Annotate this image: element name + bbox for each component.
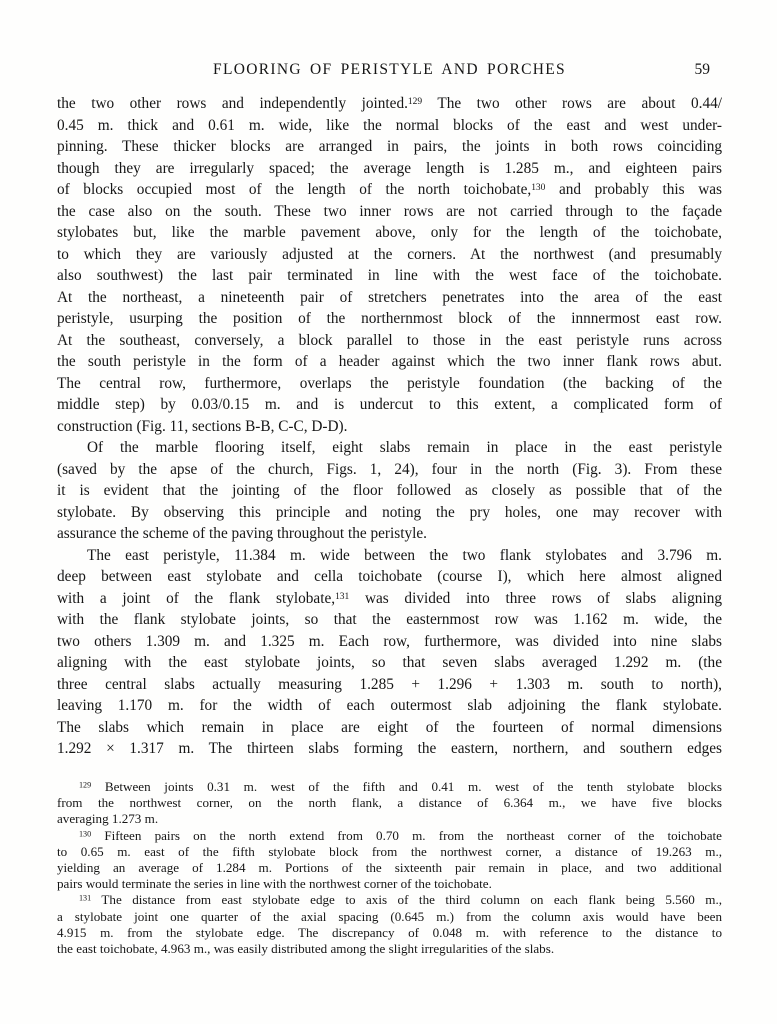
text-line: the case also on the south. These two inner rows are not carried through to the façade [57,202,722,220]
footnote-marker: 129 [79,780,92,790]
text-line: middle step) by 0.03/0.15 m. and is undercut to this extent, a complicated form of [57,396,722,413]
text-line: stylobate. By observing this principle and noting the pry holes, one may recover with [57,503,722,521]
text-line: two others 1.309 m. and 1.325 m. Each row, furthermore, was divided into nine slabs [57,632,722,650]
text-line: stylobates but, like the marble pavement above, only for the length of the toichobate, [57,224,722,241]
running-head [57,61,722,81]
text-line: leaving 1.170 m. for the width of each outermost slab adjoining the flank stylobate. [57,697,722,714]
text-line: of blocks occupied most of the length of the north toichobate,$^{130}$ and probably this was [57,181,722,198]
text-line: the south peristyle in the form of a header against which the two inner flank rows abut. [57,353,722,370]
text-line: peristyle, usurping the position of the northernmost block of the innnermost east row. [57,310,722,327]
paragraph [57,437,722,545]
footnote-marker: 131 [335,591,350,602]
footnotes [57,779,722,957]
text-line: with the flank stylobate joints, so that the easternmost row was 1.162 m. wide, the [57,611,722,628]
footnote [57,779,722,828]
text-line: At the northeast, a nineteenth pair of stretchers penetrates into the area of the east [57,288,722,306]
text-line: $^{130}$ Fifteen pairs on the north extend from 0.70 m. from the northeast corner of the toichobate [79,827,722,843]
text-line: $^{129}$ Between joints 0.31 m. west of the fifth and 0.41 m. west of the tenth stylobate blocks [79,779,722,794]
text-line: from the northwest corner, on the north flank, a distance of 6.364 m., we have five blocks [57,795,722,811]
text-line: three central slabs actually measuring 1.285 + 1.296 + 1.303 m. south to north), [57,675,722,693]
text-line: At the southeast, conversely, a block parallel to those in the east peristyle runs across [57,331,722,349]
footnote-marker: 130 [79,829,92,839]
text-line: The central row, furthermore, overlaps the peristyle foundation (the backing of the [57,374,722,392]
text-line: deep between east stylobate and cella toichobate (course I), which here almost aligned [57,568,722,585]
body-text [57,93,722,760]
text-line: it is evident that the jointing of the floor followed as closely as possible that of the [57,482,722,499]
footnote [57,828,722,893]
text-line: to 0.65 m. east of the fifth stylobate block from the northwest corner, a distance of 19.263 m., [57,843,722,859]
text-line: a stylobate joint one quarter of the axial spacing (0.645 m.) from the column axis would have been [57,908,722,924]
text-line: also southwest) the last pair terminated in line with the west face of the toichobate. [57,267,722,284]
text-line: Of the marble flooring itself, eight slabs remain in place in the east peristyle [87,439,722,456]
text-line: assurance the scheme of the paving throughout the peristyle. [57,525,427,542]
running-head-title: FLOORING OF PERISTYLE AND PORCHES [213,61,566,78]
text-line: aligning with the east stylobate joints, so that seven slabs averaged 1.292 m. (the [57,654,722,671]
text-line: 0.45 m. thick and 0.61 m. wide, like the normal blocks of the east and west under- [57,116,722,134]
text-line: yielding an average of 1.284 m. Portions of the sixteenth pair remain in place, and two additional [57,859,722,875]
text-line: the two other rows and independently jointed.$^{129}$ The two other rows are about 0.44/ [57,95,722,112]
text-line: The slabs which remain in place are eight of the fourteen of normal dimensions [57,718,722,736]
text-line: pinning. These thicker blocks are arranged in pairs, the joints in both rows coinciding [57,138,722,155]
text-line: pairs would terminate the series in line with the northwest corner of the toichobate. [57,876,492,892]
text-line: to which they are variously adjusted at the corners. At the northwest (and presumably [57,245,722,263]
text-line: with a joint of the flank stylobate,$^{131}$ was divided into three rows of slabs aligning [57,589,722,607]
footnote-marker: 130 [531,183,546,194]
footnote-marker: 129 [407,97,423,108]
paragraph [57,93,722,437]
text-line: construction (Fig. 11, sections B-B, C-C, D-D). [57,417,348,435]
text-line: The east peristyle, 11.384 m. wide between the two flank stylobates and 3.796 m. [87,546,722,564]
text-line: averaging 1.273 m. [57,811,159,827]
text-line: 4.915 m. from the stylobate edge. The discrepancy of 0.048 m. with reference to the distance to [57,924,722,940]
footnote [57,892,722,957]
paragraph [57,545,722,760]
text-line: though they are irregularly spaced; the average length is 1.285 m., and eighteen pairs [57,159,722,177]
text-line: (saved by the apse of the church, Figs. 1, 24), four in the north (Fig. 3). From these [57,460,722,478]
text-line: the east toichobate, 4.963 m., was easily distributed among the slight irregularities of the slabs. [57,940,555,956]
text-line: 1.292 × 1.317 m. The thirteen slabs forming the eastern, northern, and southern edges [57,740,722,757]
page-number: 59 [694,61,710,78]
text-line: $^{131}$ The distance from east stylobate edge to axis of the third column on each flank being 5.560 m., [79,892,722,908]
footnote-marker: 131 [79,893,92,903]
